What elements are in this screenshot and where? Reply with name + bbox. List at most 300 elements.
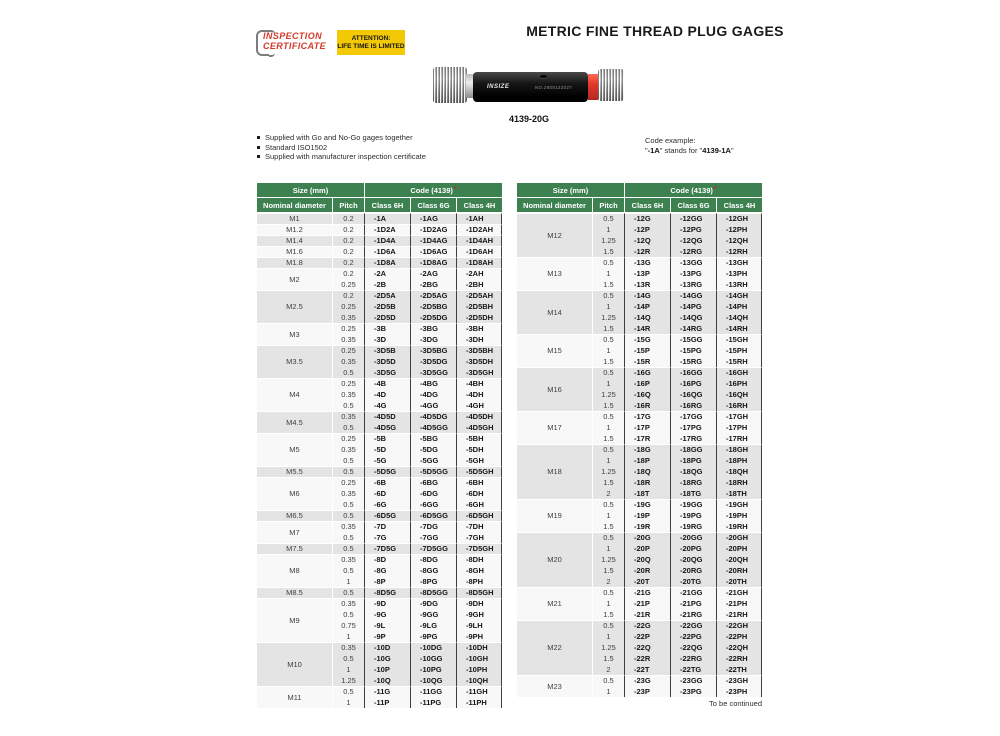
pitch-cell: 0.75 [332,620,364,631]
code-class-6g-cell: -20GG [670,532,716,543]
feature-bullet [257,143,426,153]
code-class-6h-cell: -17G [624,411,670,422]
code-class-4h-cell: -3D5BH [456,345,502,356]
pitch-cell: 0.25 [332,279,364,290]
table-header-row-sub [517,198,762,213]
code-class-4h-cell: -11PH [456,697,502,708]
code-class-4h-cell: -21PH [716,598,762,609]
code-class-6g-cell: -15PG [670,345,716,356]
nominal-diameter-cell: M12 [517,213,592,257]
pitch-cell: 0.5 [332,499,364,510]
code-class-6g-cell: -5D5GG [410,466,456,477]
logo-line1: INSPECTION [263,31,323,41]
pitch-cell: 0.5 [592,444,624,455]
pitch-cell: 0.5 [592,290,624,301]
gage-handle [473,72,588,102]
code-class-4h-cell: -2D5BH [456,301,502,312]
code-class-6g-cell: -16GG [670,367,716,378]
product-code-label: 4139-20G [508,114,550,124]
code-class-6g-cell: -18PG [670,455,716,466]
attention-badge [337,30,405,55]
nominal-diameter-cell: M8 [257,554,332,587]
nominal-diameter-cell: M1.4 [257,235,332,246]
code-class-6h-cell: -1D8A [364,257,410,268]
table-body-left [257,213,502,708]
code-class-4h-cell: -3DH [456,334,502,345]
nominal-diameter-cell: M23 [517,675,592,697]
code-class-4h-cell: -17PH [716,422,762,433]
pitch-cell: 1 [592,224,624,235]
code-class-4h-cell: -14RH [716,323,762,334]
pitch-cell: 0.2 [332,290,364,301]
code-class-4h-cell: -7D5GH [456,543,502,554]
code-class-4h-cell: -21RH [716,609,762,620]
code-class-6h-cell: -12P [624,224,670,235]
code-class-6h-cell: -3D5D [364,356,410,367]
code-class-6g-cell: -14GG [670,290,716,301]
nominal-diameter-cell: M11 [257,686,332,708]
nominal-diameter-cell: M10 [257,642,332,686]
code-class-6g-cell: -2D5DG [410,312,456,323]
code-class-6h-cell: -11P [364,697,410,708]
nominal-diameter-cell: M6 [257,477,332,510]
code-class-4h-cell: -1D4AH [456,235,502,246]
bullet-square-icon [257,146,260,149]
code-class-6h-cell: -23P [624,686,670,697]
code-class-6g-cell: -19GG [670,499,716,510]
page-title: METRIC FINE THREAD PLUG GAGES [526,23,784,39]
code-class-4h-cell: -7DH [456,521,502,532]
logo-line2: CERTIFICATE [263,41,327,51]
code-class-4h-cell: -22GH [716,620,762,631]
code-class-6g-cell: -6D5GG [410,510,456,521]
nominal-diameter-cell: M16 [517,367,592,411]
nominal-diameter-cell: M2 [257,268,332,290]
code-class-6g-cell: -10QG [410,675,456,686]
code-class-6g-cell: -9LG [410,620,456,631]
code-class-4h-cell: -9PH [456,631,502,642]
go-gage-thread [433,67,467,103]
code-class-6h-cell: -18G [624,444,670,455]
pitch-cell: 0.25 [332,433,364,444]
pitch-cell: 0.5 [332,422,364,433]
code-class-4h-cell: -17GH [716,411,762,422]
inspection-certificate-logo [256,28,336,56]
pitch-cell: 0.5 [592,334,624,345]
code-class-4h-cell: -9LH [456,620,502,631]
code-class-6g-cell: -4DG [410,389,456,400]
pitch-cell: 0.25 [332,301,364,312]
code-class-4h-cell: -2D5DH [456,312,502,323]
col-pitch: Pitch [592,198,624,213]
pitch-cell: 1 [592,543,624,554]
code-class-4h-cell: -14GH [716,290,762,301]
code-class-4h-cell: -12GH [716,213,762,224]
table-row [257,642,502,653]
code-class-4h-cell: -16GH [716,367,762,378]
code-class-6h-cell: -9G [364,609,410,620]
code-class-6g-cell: -9DG [410,598,456,609]
code-class-4h-cell: -6GH [456,499,502,510]
code-class-4h-cell: -23PH [716,686,762,697]
code-class-4h-cell: -9DH [456,598,502,609]
code-class-6g-cell: -10PG [410,664,456,675]
pitch-cell: 0.5 [592,257,624,268]
table-row [257,598,502,609]
code-class-6h-cell: -15P [624,345,670,356]
code-class-6h-cell: -9D [364,598,410,609]
code-class-4h-cell: -3D5DH [456,356,502,367]
pitch-cell: 0.5 [332,532,364,543]
pitch-cell: 0.35 [332,389,364,400]
pitch-cell: 0.35 [332,411,364,422]
pitch-cell: 2 [592,576,624,587]
code-class-6h-cell: -19R [624,521,670,532]
feature-list [257,133,426,162]
code-class-4h-cell: -16RH [716,400,762,411]
code-class-6h-cell: -19G [624,499,670,510]
pitch-cell: 1 [592,598,624,609]
thread-table-left [257,183,502,708]
pitch-cell: 0.5 [592,499,624,510]
code-class-6h-cell: -21G [624,587,670,598]
table-row [257,521,502,532]
code-class-6h-cell: -20P [624,543,670,554]
nominal-diameter-cell: M3.5 [257,345,332,378]
code-class-6h-cell: -6D [364,488,410,499]
col-pitch: Pitch [332,198,364,213]
code-class-6h-cell: -7D5G [364,543,410,554]
code-class-6g-cell: -2D5BG [410,301,456,312]
pitch-cell: 1 [592,686,624,697]
code-class-6h-cell: -4D5D [364,411,410,422]
pitch-cell: 0.35 [332,312,364,323]
feature-text: Standard ISO1502 [265,142,328,152]
code-class-4h-cell: -2BH [456,279,502,290]
code-class-4h-cell: -20PH [716,543,762,554]
code-class-6g-cell: -22RG [670,653,716,664]
code-class-6g-cell: -16RG [670,400,716,411]
code-class-6g-cell: -3D5BG [410,345,456,356]
table-header-row-top [257,183,502,198]
table-row [257,543,502,554]
code-class-6g-cell: -20RG [670,565,716,576]
code-class-6h-cell: -16G [624,367,670,378]
table-row [517,620,762,631]
code-class-6g-cell: -9PG [410,631,456,642]
code-class-6h-cell: -22P [624,631,670,642]
code-class-6h-cell: -19P [624,510,670,521]
table-header-row-top [517,183,762,198]
pitch-cell: 1.25 [332,675,364,686]
table-row [257,466,502,477]
code-class-4h-cell: -13PH [716,268,762,279]
code-class-4h-cell: -12RH [716,246,762,257]
code-class-6g-cell: -15GG [670,334,716,345]
pitch-cell: 0.5 [332,543,364,554]
code-class-6g-cell: -22PG [670,631,716,642]
pitch-cell: 2 [592,488,624,499]
code-class-6g-cell: -1D6AG [410,246,456,257]
pitch-cell: 1 [592,268,624,279]
brand-text: INSIZE [487,84,510,90]
code-example-line: "-1A" stands for "4139-1A" [645,145,734,155]
code-class-4h-cell: -19PH [716,510,762,521]
pitch-cell: 1.5 [592,323,624,334]
code-class-6g-cell: -4D5DG [410,411,456,422]
code-class-4h-cell: -3D5GH [456,367,502,378]
code-class-6g-cell: -5GG [410,455,456,466]
table-row [257,290,502,301]
pitch-cell: 1.5 [592,279,624,290]
code-class-6g-cell: -13GG [670,257,716,268]
pitch-cell: 0.25 [332,323,364,334]
pitch-cell: 0.5 [332,565,364,576]
code-class-4h-cell: -15GH [716,334,762,345]
code-class-6h-cell: -3D [364,334,410,345]
pitch-cell: 1 [592,378,624,389]
pitch-cell: 0.35 [332,598,364,609]
code-class-4h-cell: -2AH [456,268,502,279]
code-class-4h-cell: -1D6AH [456,246,502,257]
pitch-cell: 1 [332,697,364,708]
pitch-cell: 1.5 [592,246,624,257]
code-class-6h-cell: -22T [624,664,670,675]
pitch-cell: 0.5 [332,510,364,521]
code-class-6h-cell: -14R [624,323,670,334]
pitch-cell: 0.5 [592,213,624,224]
code-class-6h-cell: -7G [364,532,410,543]
code-class-6h-cell: -10D [364,642,410,653]
code-class-6g-cell: -20QG [670,554,716,565]
code-class-4h-cell: -14PH [716,301,762,312]
pitch-cell: 1.5 [592,521,624,532]
table-row [257,268,502,279]
code-class-6h-cell: -13R [624,279,670,290]
pitch-cell: 0.5 [592,411,624,422]
col-class-4h: Class 4H [716,198,762,213]
code-class-4h-cell: -20RH [716,565,762,576]
code-class-6h-cell: -3D5B [364,345,410,356]
nominal-diameter-cell: M21 [517,587,592,620]
code-class-6g-cell: -23GG [670,675,716,686]
pitch-cell: 1.5 [592,609,624,620]
nominal-diameter-cell: M17 [517,411,592,444]
code-class-6g-cell: -4D5GG [410,422,456,433]
nominal-diameter-cell: M9 [257,598,332,642]
code-class-4h-cell: -14QH [716,312,762,323]
code-class-4h-cell: -15PH [716,345,762,356]
code-header-asterisk: * [453,185,457,193]
pitch-cell: 1 [592,301,624,312]
code-class-6g-cell: -10GG [410,653,456,664]
table-row [517,587,762,598]
code-class-6g-cell: -18QG [670,466,716,477]
code-class-6g-cell: -20PG [670,543,716,554]
code-class-6g-cell: -22QG [670,642,716,653]
nominal-diameter-cell: M22 [517,620,592,675]
table-row [517,290,762,301]
code-class-4h-cell: -10GH [456,653,502,664]
pitch-cell: 0.2 [332,213,364,224]
code-class-4h-cell: -16QH [716,389,762,400]
code-class-4h-cell: -8GH [456,565,502,576]
pitch-cell: 0.35 [332,356,364,367]
code-class-6h-cell: -22Q [624,642,670,653]
code-class-6h-cell: -7D [364,521,410,532]
nominal-diameter-cell: M8.5 [257,587,332,598]
nominal-diameter-cell: M15 [517,334,592,367]
pitch-cell: 1.25 [592,554,624,565]
code-class-4h-cell: -8D5GH [456,587,502,598]
code-class-6g-cell: -8GG [410,565,456,576]
code-class-6g-cell: -17GG [670,411,716,422]
code-class-6h-cell: -21R [624,609,670,620]
pitch-cell: 0.2 [332,235,364,246]
code-class-6g-cell: -18RG [670,477,716,488]
code-class-6g-cell: -10DG [410,642,456,653]
code-class-6g-cell: -4BG [410,378,456,389]
code-class-6h-cell: -12R [624,246,670,257]
code-class-6h-cell: -2D5D [364,312,410,323]
code-class-4h-cell: -8PH [456,576,502,587]
code-class-4h-cell: -4DH [456,389,502,400]
pitch-cell: 1.25 [592,312,624,323]
code-class-6g-cell: -15RG [670,356,716,367]
table-row [257,477,502,488]
pitch-cell: 0.35 [332,488,364,499]
code-class-6g-cell: -4GG [410,400,456,411]
pitch-cell: 1.5 [592,400,624,411]
code-class-4h-cell: -1D2AH [456,224,502,235]
code-header-asterisk: * [713,185,717,193]
pitch-cell: 0.25 [332,345,364,356]
table-row [257,235,502,246]
code-class-6h-cell: -15G [624,334,670,345]
pitch-cell: 0.5 [592,675,624,686]
code-class-6g-cell: -22TG [670,664,716,675]
code-class-6g-cell: -5DG [410,444,456,455]
pitch-cell: 1 [592,631,624,642]
col-class-6h: Class 6H [364,198,410,213]
code-class-4h-cell: -12PH [716,224,762,235]
pitch-cell: 0.35 [332,642,364,653]
code-class-4h-cell: -22QH [716,642,762,653]
bullet-square-icon [257,136,260,139]
table-body-right [517,213,762,697]
code-class-6h-cell: -2A [364,268,410,279]
table-row [517,213,762,224]
code-class-6g-cell: -21PG [670,598,716,609]
nominal-diameter-cell: M7.5 [257,543,332,554]
code-class-6g-cell: -11PG [410,697,456,708]
code-class-6g-cell: -7GG [410,532,456,543]
code-class-4h-cell: -19GH [716,499,762,510]
code-class-6g-cell: -19RG [670,521,716,532]
table-row [257,224,502,235]
code-class-6h-cell: -10G [364,653,410,664]
code-class-6g-cell: -12QG [670,235,716,246]
nominal-diameter-cell: M4 [257,378,332,411]
pitch-cell: 0.25 [332,477,364,488]
code-class-6h-cell: -14G [624,290,670,301]
pitch-cell: 1.5 [592,477,624,488]
pitch-cell: 2 [592,664,624,675]
code-class-4h-cell: -1D8AH [456,257,502,268]
code-class-4h-cell: -20QH [716,554,762,565]
nominal-diameter-cell: M1.6 [257,246,332,257]
code-header-text: Code (4139) [410,185,453,195]
pitch-cell: 0.2 [332,246,364,257]
code-class-4h-cell: -4GH [456,400,502,411]
code-class-6h-cell: -22R [624,653,670,664]
code-class-4h-cell: -13GH [716,257,762,268]
pitch-cell: 0.5 [332,587,364,598]
code-class-4h-cell: -4D5DH [456,411,502,422]
code-class-6g-cell: -3D5GG [410,367,456,378]
code-class-4h-cell: -18QH [716,466,762,477]
code-class-6h-cell: -1D4A [364,235,410,246]
code-class-4h-cell: -10QH [456,675,502,686]
code-class-4h-cell: -12QH [716,235,762,246]
code-class-4h-cell: -20TH [716,576,762,587]
nominal-diameter-cell: M2.5 [257,290,332,323]
size-header: Size (mm) [517,183,624,198]
code-class-6g-cell: -13PG [670,268,716,279]
code-class-6g-cell: -14RG [670,323,716,334]
code-class-6h-cell: -18P [624,455,670,466]
code-class-6g-cell: -16QG [670,389,716,400]
nominal-diameter-cell: M6.5 [257,510,332,521]
table-row [517,675,762,686]
nogo-red-band [588,74,598,100]
code-class-6g-cell: -6GG [410,499,456,510]
code-class-6h-cell: -6G [364,499,410,510]
serial-text: NO.2809132027 [535,85,572,90]
code-class-6h-cell: -3D5G [364,367,410,378]
code-class-6h-cell: -4B [364,378,410,389]
pitch-cell: 1.5 [592,653,624,664]
pitch-cell: 1 [592,455,624,466]
table-row [257,686,502,697]
code-class-6g-cell: -5BG [410,433,456,444]
col-class-6h: Class 6H [624,198,670,213]
code-class-6h-cell: -14P [624,301,670,312]
code-class-4h-cell: -23GH [716,675,762,686]
col-nominal-diameter: Nominal diameter [257,198,332,213]
table-row [257,378,502,389]
code-class-6g-cell: -20TG [670,576,716,587]
code-class-6h-cell: -18T [624,488,670,499]
gage-hole [540,75,547,78]
code-class-6h-cell: -5D [364,444,410,455]
code-class-6g-cell: -2BG [410,279,456,290]
code-class-6g-cell: -14QG [670,312,716,323]
table-row [517,257,762,268]
code-class-4h-cell: -13RH [716,279,762,290]
nominal-diameter-cell: M18 [517,444,592,499]
nominal-diameter-cell: M1.8 [257,257,332,268]
pitch-cell: 1 [332,664,364,675]
code-class-4h-cell: -11GH [456,686,502,697]
code-header-text: Code (4139) [670,185,713,195]
code-class-6h-cell: -21P [624,598,670,609]
code-class-4h-cell: -5DH [456,444,502,455]
code-class-6h-cell: -20Q [624,554,670,565]
pitch-cell: 1 [592,422,624,433]
pitch-cell: 0.35 [332,444,364,455]
code-class-4h-cell: -6DH [456,488,502,499]
